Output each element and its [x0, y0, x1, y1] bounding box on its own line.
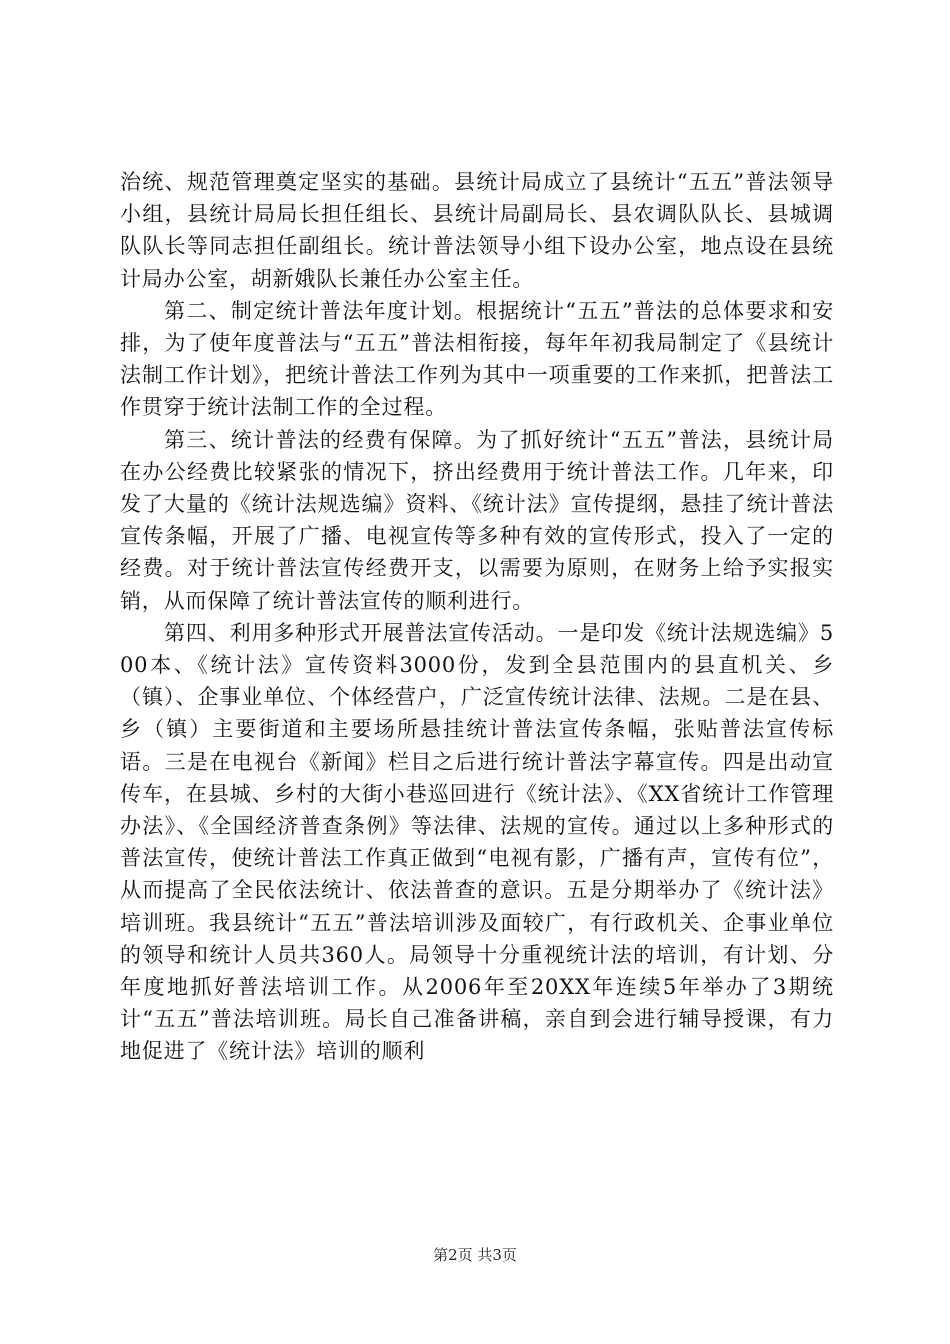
body-text [120, 166, 834, 1068]
paragraph-fourth: 第四、利用多种形式开展普法宣传活动。一是印发《统计法规选编》500本、《统计法》宣传资料3000份，发到全县范围内的县直机关、乡（镇）、企事业单位、个体经营户，广泛宣传统计法律、法规。二是在县、乡（镇）主要街道和主要场所悬挂统计普法宣传条幅，张贴普法宣传标语。三是在电视台《新闻》栏目之后进行统计普法字幕宣传。四是出动宣传车，在县城、乡村的大街小巷巡回进行《统计法》、《XX省统计工作管理办法》、《全国经济普查条例》等法律、法规的宣传。通过以上多种形式的普法宣传，使统计普法工作真正做到“电视有影，广播有声，宣传有位”，从而提高了全民依法统计、依法普查的意识。五是分期举办了《统计法》培训班。我县统计“五五”普法培训涉及面较广，有行政机关、企事业单位的领导和统计人员共360人。局领导十分重视统计法的培训，有计划、分年度地抓好普法培训工作。从2006年至20XX年连续5年举办了3期统计“五五”普法培训班。局长自己准备讲稿，亲自到会进行辅导授课，有力地促进了《统计法》培训的顺利 [120, 620, 834, 1064]
page-number-footer: 第2页 共3页 [433, 1246, 517, 1264]
paragraph-third: 第三、统计普法的经费有保障。为了抓好统计“五五”普法，县统计局在办公经费比较紧张的情况下，挤出经费用于统计普法工作。几年来，印发了大量的《统计法规选编》资料、《统计法》宣传提纲，悬挂了统计普法宣传条幅，开展了广播、电视宣传等多种有效的宣传形式，投入了一定的经费。对于统计普法宣传经费开支，以需要为原则，在财务上给予实报实销，从而保障了统计普法宣传的顺利进行。 [120, 427, 834, 613]
paragraph-continuation: 治统、规范管理奠定坚实的基础。县统计局成立了县统计“五五”普法领导小组，县统计局局长担任组长、县统计局副局长、县农调队队长、县城调队队长等同志担任副组长。统计普法领导小组下设办公室，地点设在县统计局办公室，胡新娥队长兼任办公室主任。 [120, 170, 834, 291]
paragraph-second: 第二、制定统计普法年度计划。根据统计“五五”普法的总体要求和安排，为了使年度普法与“五五”普法相衔接，每年年初我局制定了《县统计法制工作计划》，把统计普法工作列为其中一项重要的工作来抓，把普法工作贯穿于统计法制工作的全过程。 [120, 298, 834, 420]
